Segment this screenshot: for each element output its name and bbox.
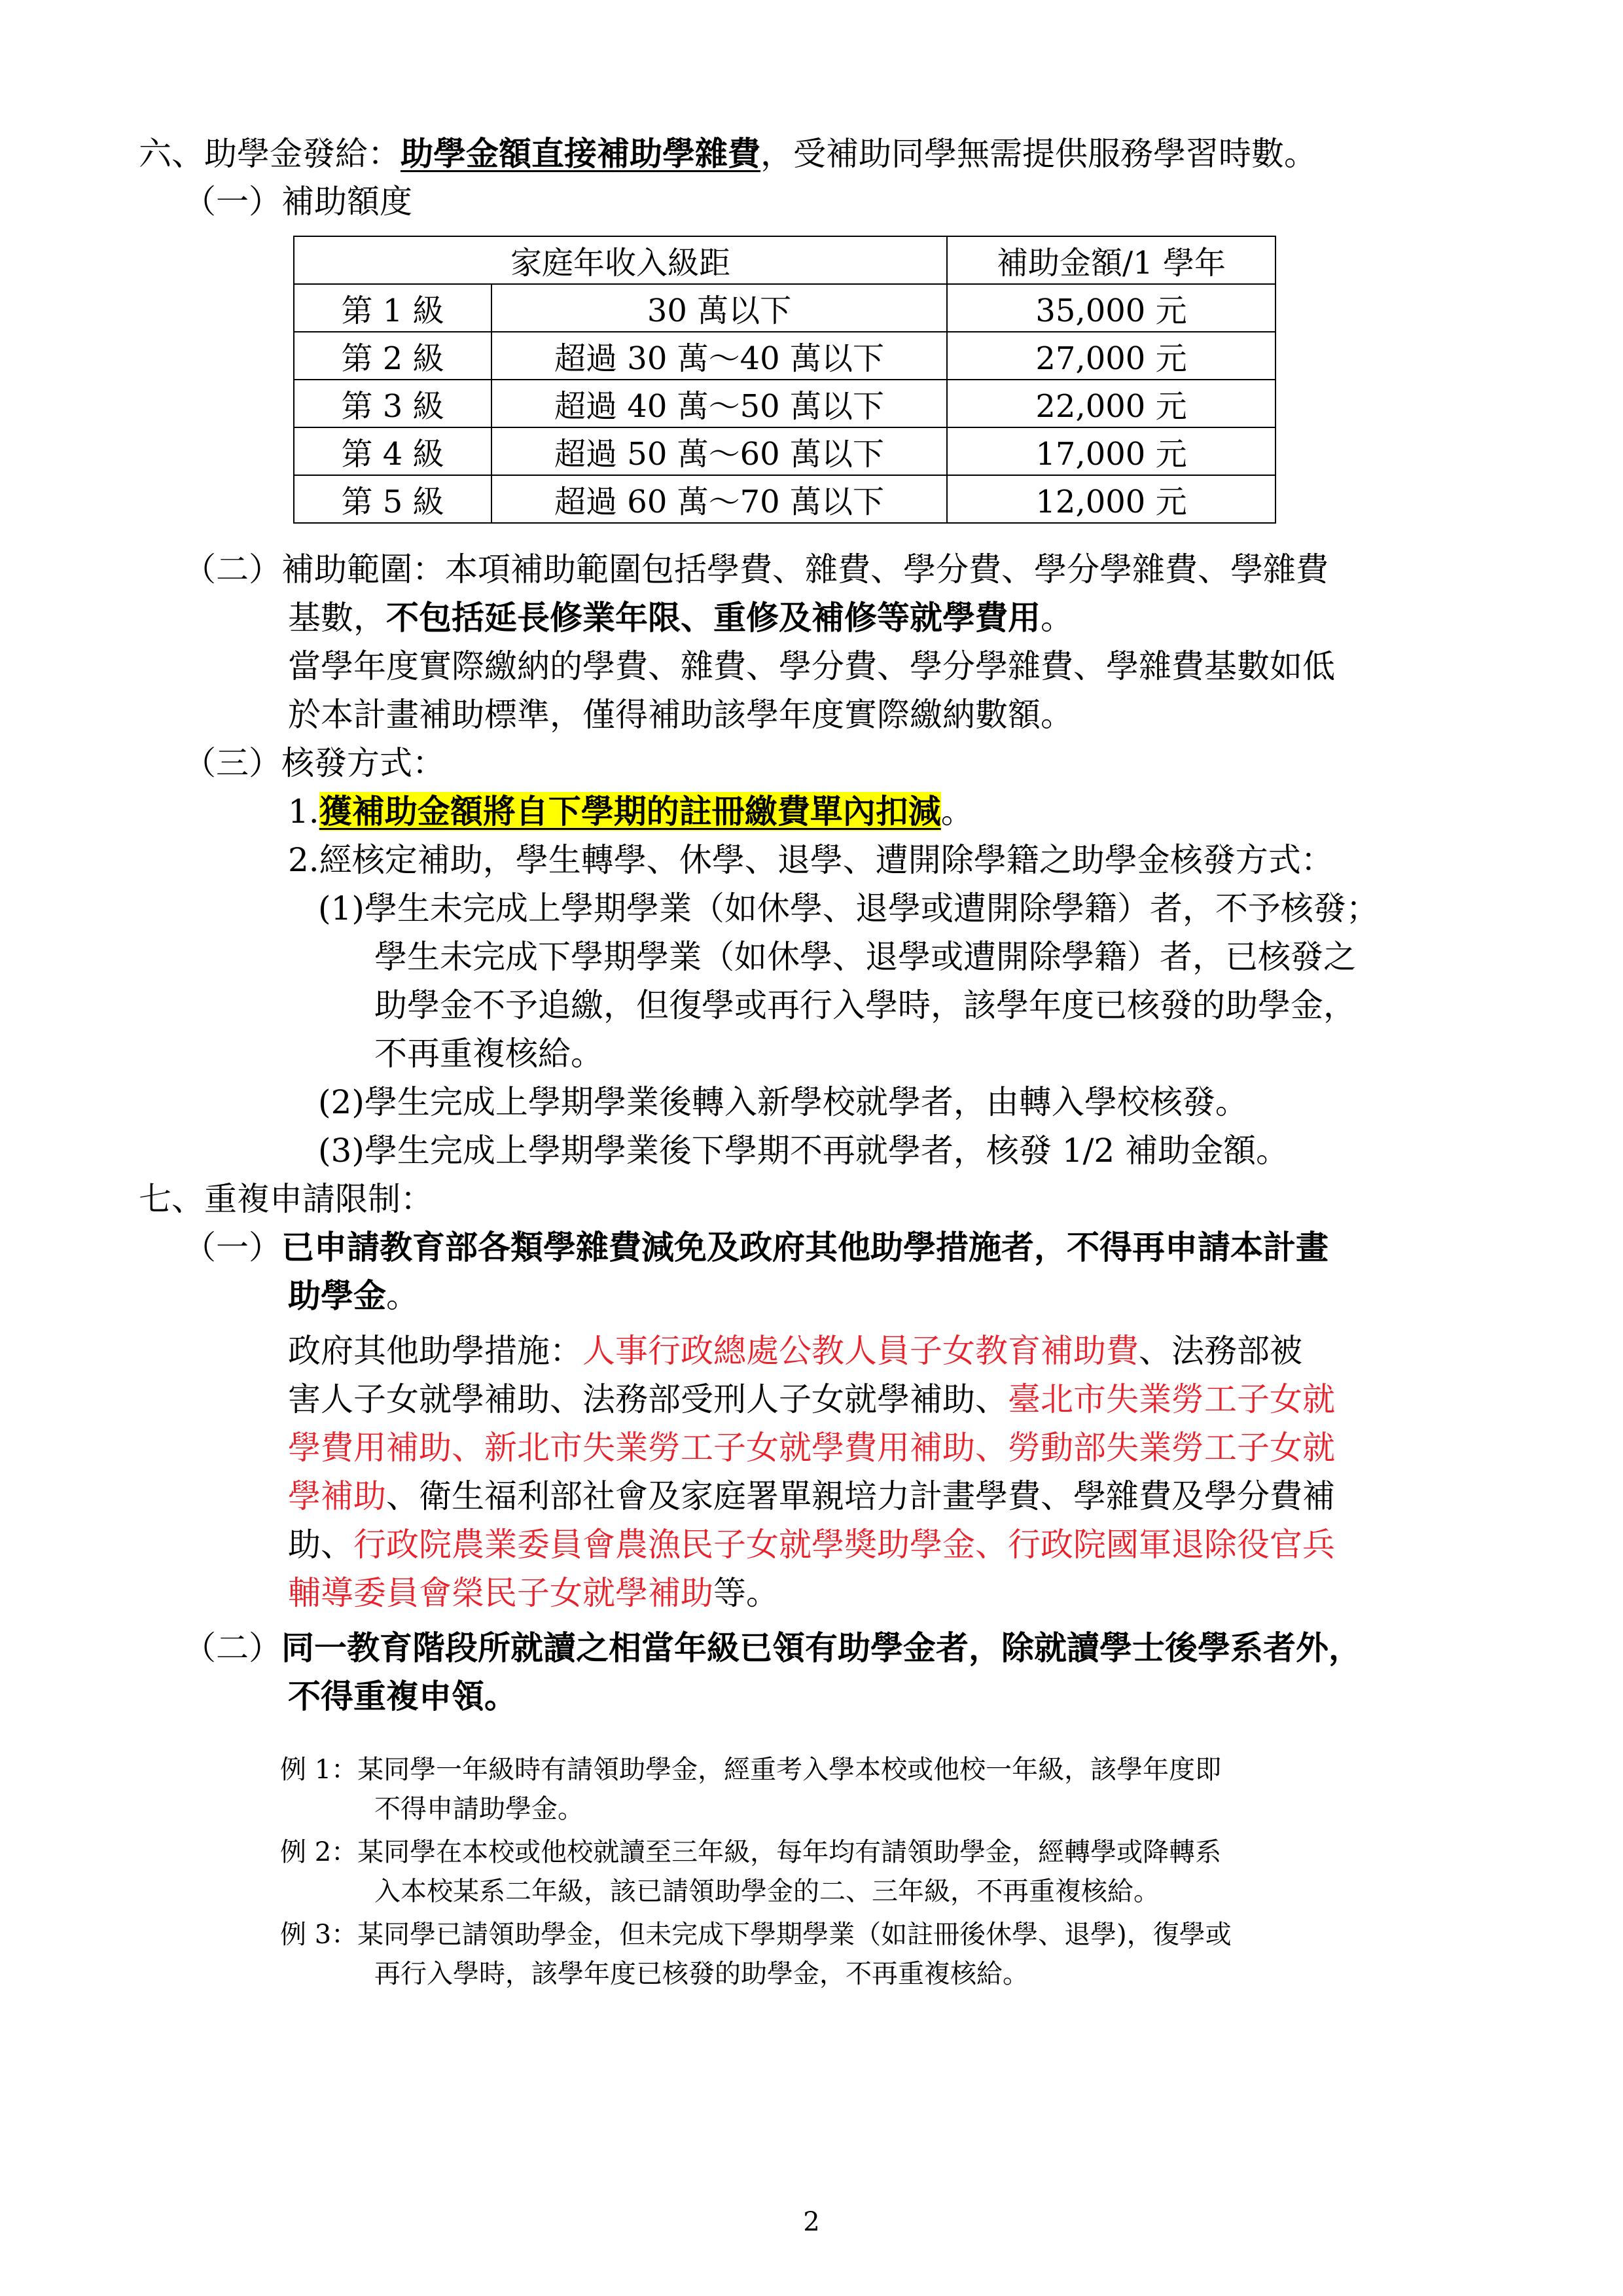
disbursement-title: （三）核發方式： — [183, 744, 445, 782]
scope-line-3: 當學年度實際繳納的學費、雜費、學分費、學分學雜費、學雜費基數如低 — [288, 647, 1335, 685]
example-3-line-2: 再行入學時，該學年度已核發的助學金，不再重複核給。 — [374, 1959, 1029, 1989]
header-subsidy-amount: 補助金額/1 學年 — [947, 236, 1275, 284]
case-1-line-4: 不再重複核給。 — [374, 1035, 603, 1073]
disbursement-item-1: 1.獲補助金額將自下學期的註冊繳費單內扣減。 — [288, 792, 974, 831]
table-header-row — [294, 236, 1275, 284]
case-3: (3)學生完成上學期學業後下學期不再就學者，核發 1/2 補助金額。 — [318, 1132, 1289, 1170]
table-row: 第 4 級 超過 50 萬～60 萬以下 17,000 元 — [294, 427, 1275, 475]
section-7-heading: 七、重複申請限制： — [139, 1180, 433, 1218]
restriction-1-line-2: 助學金。 — [288, 1276, 419, 1315]
section-6-heading: 六、助學金發給：助學金額直接補助學雜費，受補助同學無需提供服務學習時數。 — [139, 134, 1317, 173]
restriction-2-line-2: 不得重複申領。 — [288, 1677, 517, 1715]
example-2-line-2: 入本校某系二年級，該已請領助學金的二、三年級，不再重複核給。 — [374, 1876, 1160, 1907]
scope-line-1: （二）補助範圍：本項補助範圍包括學費、雜費、學分費、學分學雜費、學雜費 — [183, 550, 1329, 588]
case-1-line-2: 學生未完成下學期學業（如休學、退學或遭開除學籍）者，已核發之 — [374, 938, 1356, 976]
case-2: (2)學生完成上學期學業後轉入新學校就學者，由轉入學校核發。 — [318, 1083, 1248, 1121]
measures-line-4: 學補助、衛生福利部社會及家庭署單親培力計畫學費、學雜費及學分費補 — [288, 1477, 1335, 1515]
measures-line-1: 政府其他助學措施：人事行政總處公教人員子女教育補助費、法務部被 — [288, 1332, 1302, 1370]
scope-line-2: 基數，不包括延長修業年限、重修及補修等就學費用。 — [288, 598, 1073, 637]
section-6-heading-emphasis: 助學金額直接補助學雜費 — [401, 134, 760, 173]
example-2-line-1: 例 2：某同學在本校或他校就讀至三年級，每年均有請領助學金，經轉學或降轉系 — [280, 1837, 1222, 1867]
table-row: 第 2 級 超過 30 萬～40 萬以下 27,000 元 — [294, 332, 1275, 380]
restriction-2-line-1: （二）同一教育階段所就讀之相當年級已領有助學金者，除就讀學士後學系者外， — [183, 1628, 1361, 1667]
subsidy-amount-title: （一）補助額度 — [183, 183, 412, 221]
measures-line-5: 助、行政院農業委員會農漁民子女就學獎助學金、行政院國軍退除役官兵 — [288, 1526, 1335, 1564]
example-1-line-2: 不得申請助學金。 — [374, 1794, 584, 1824]
case-1-line-1: (1)學生未完成上學期學業（如休學、退學或遭開除學籍）者，不予核發； — [318, 889, 1379, 927]
restriction-1-line-1: （一）已申請教育部各類學雜費減免及政府其他助學措施者，不得再申請本計畫 — [183, 1228, 1329, 1266]
disbursement-item-2: 2.經核定補助，學生轉學、休學、退學、遭開除學籍之助學金核發方式： — [288, 841, 1334, 879]
table-row: 第 3 級 超過 40 萬～50 萬以下 22,000 元 — [294, 380, 1275, 427]
case-1-line-3: 助學金不予追繳，但復學或再行入學時，該學年度已核發的助學金， — [374, 986, 1356, 1024]
scope-line-4: 於本計畫補助標準，僅得補助該學年度實際繳納數額。 — [288, 696, 1073, 734]
example-3-line-1: 例 3：某同學已請領助學金，但未完成下學期學業（如註冊後休學、退學)，復學或 — [280, 1920, 1232, 1950]
measures-line-6: 輔導委員會榮民子女就學補助等。 — [288, 1574, 779, 1612]
subsidy-table — [293, 236, 1276, 524]
measures-line-3: 學費用補助、新北市失業勞工子女就學費用補助、勞動部失業勞工子女就 — [288, 1429, 1335, 1467]
measures-line-2: 害人子女就學補助、法務部受刑人子女就學補助、臺北市失業勞工子女就 — [288, 1380, 1335, 1418]
example-1-line-1: 例 1：某同學一年級時有請領助學金，經重考入學本校或他校一年級，該學年度即 — [280, 1755, 1222, 1785]
table-row: 第 5 級 超過 60 萬～70 萬以下 12,000 元 — [294, 475, 1275, 523]
header-income-bracket: 家庭年收入級距 — [294, 236, 947, 284]
table-row: 第 1 級 30 萬以下 35,000 元 — [294, 284, 1275, 332]
highlighted-deduction-note: 獲補助金額將自下學期的註冊繳費單內扣減 — [319, 792, 941, 831]
page-number: 2 — [803, 2207, 820, 2237]
